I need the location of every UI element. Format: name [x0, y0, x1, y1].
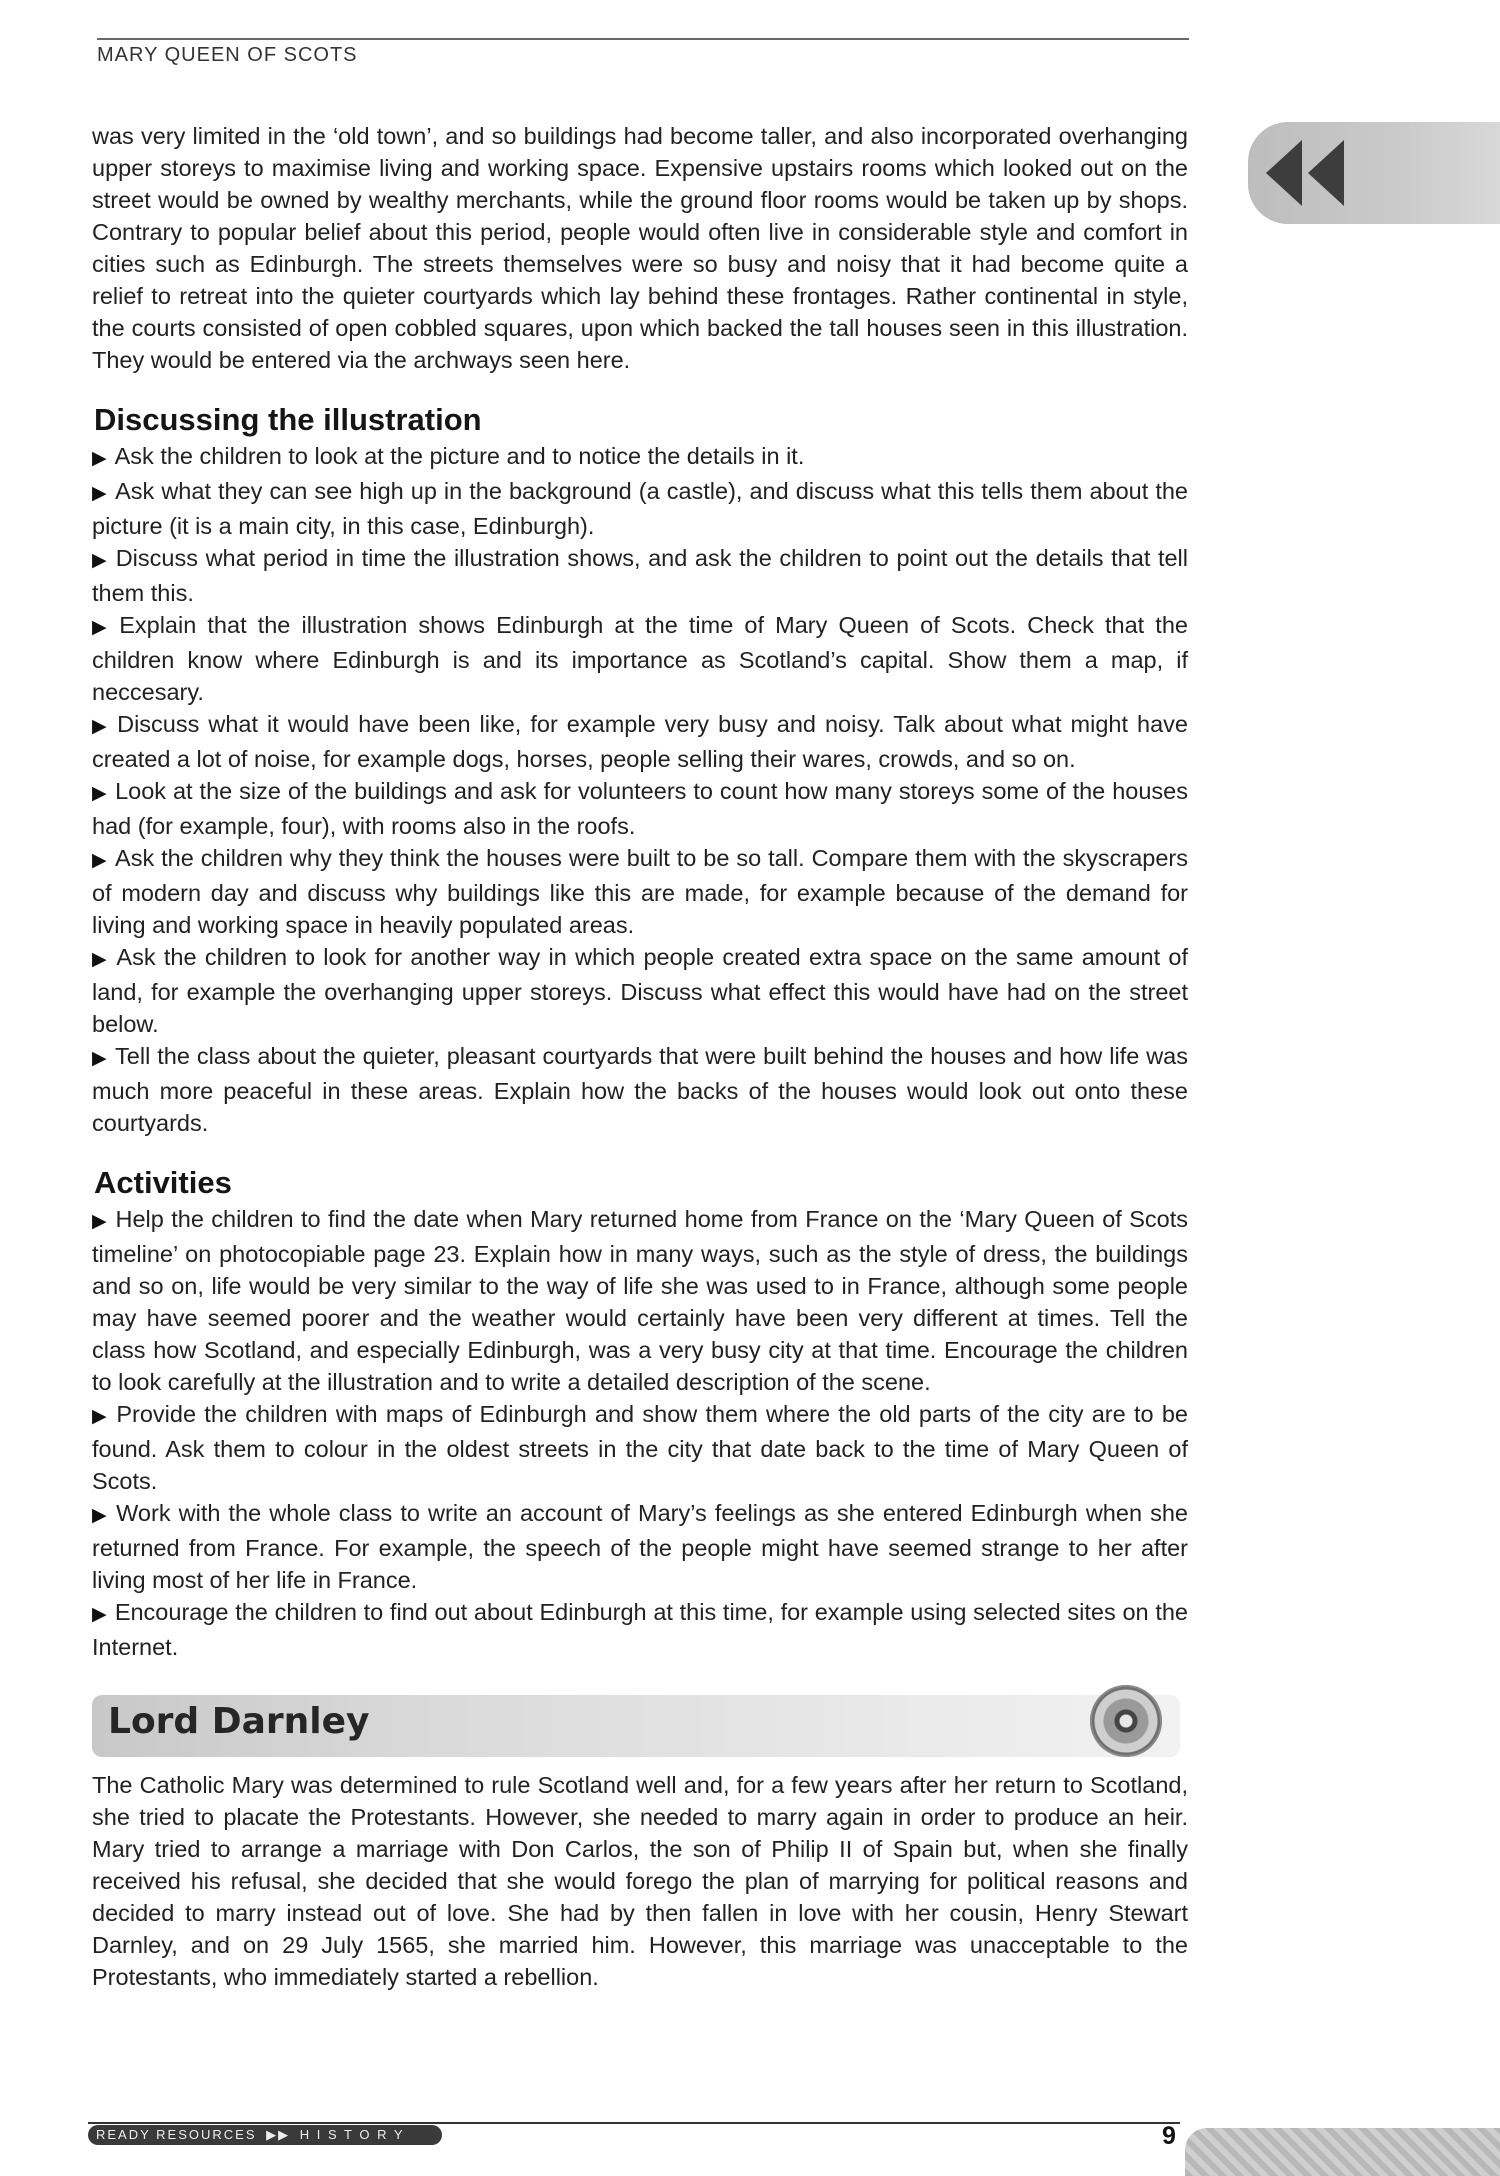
- list-item: ▶ Explain that the illustration shows Edinburgh at the time of Mary Queen of Scots. Check that the children know where Edinburgh is and its importance as Scotland’s capital. Show them a map, if neccesary.: [92, 612, 1188, 705]
- discussing-heading: Discussing the illustration: [94, 402, 482, 437]
- back-navigation-tab[interactable]: [1248, 122, 1500, 224]
- bullet-arrow-icon: ▶: [92, 1505, 109, 1526]
- list-item: ▶ Ask the children to look at the picture and to notice the details in it.: [92, 443, 805, 469]
- intro-paragraph: was very limited in the ‘old town’, and so buildings had become taller, and also incorporated overhanging upper storeys to maximise living and working space. Expensive upstairs rooms which looked out on the street would be owned by wealthy merchants, while the ground floor rooms would be taken up by shops. Contrary to popular belief about this period, people would often live in considerable style and comfort in cities such as Edinburgh. The streets themselves were so busy and noisy that it had become quite a relief to retreat into the quieter courtyards which lay behind these frontages. Rather continental in style, the courts consisted of open cobbled squares, upon which backed the tall houses seen in this illustration. They would be entered via the archways seen here.: [92, 123, 1188, 373]
- list-item: ▶ Ask the children why they think the houses were built to be so tall. Compare them with the skyscrapers of modern day and discuss why buildings like this are made, for example because of the demand for living and working space in heavily populated areas.: [92, 845, 1188, 938]
- list-item: ▶ Ask the children to look for another way in which people created extra space on the same amount of land, for example the overhanging upper storeys. Discuss what effect this would have had on the street below.: [92, 944, 1188, 1037]
- fast-forward-icon: ▶▶: [266, 2127, 291, 2142]
- bullet-arrow-icon: ▶: [92, 1406, 109, 1427]
- list-item: ▶ Look at the size of the buildings and ask for volunteers to count how many storeys some of the houses had (for example, four), with rooms also in the roofs.: [92, 778, 1188, 839]
- list-item: ▶ Help the children to find the date when Mary returned home from France on the ‘Mary Queen of Scots timeline’ on photocopiable page 23. Explain how in many ways, such as the style of dress, the buildings and so on, life would be very similar to the way of life she was used to in France, although some people may have seemed poorer and the weather would certainly have been very different at times. Tell the class how Scotland, and especially Edinburgh, was a very busy city at that time. Encourage the children to look carefully at the illustration and to write a detailed description of the scene.: [92, 1206, 1188, 1395]
- page-number: 9: [1162, 2122, 1176, 2150]
- lord-darnley-paragraph: The Catholic Mary was determined to rule Scotland well and, for a few years after her return to Scotland, she tried to placate the Protestants. However, she needed to marry again in order to produce an heir. Mary tried to arrange a marriage with Don Carlos, the son of Philip II of Spain but, when she finally received his refusal, she decided that she would forego the plan of marrying for political reasons and decided to marry instead out of love. She had by then fallen in love with her cousin, Henry Stewart Darnley, and on 29 July 1565, she married him. However, this marriage was unacceptable to the Protestants, who immediately started a rebellion.: [92, 1772, 1188, 1990]
- bullet-arrow-icon: ▶: [92, 949, 109, 970]
- bullet-arrow-icon: ▶: [92, 1048, 108, 1069]
- running-header: [97, 38, 1189, 67]
- bullet-arrow-icon: ▶: [92, 1604, 107, 1625]
- bullet-arrow-icon: ▶: [92, 483, 108, 504]
- list-item: ▶ Discuss what it would have been like, for example very busy and noisy. Talk about what might have created a lot of noise, for example dogs, horses, people selling their wares, crowds, and so on.: [92, 711, 1188, 772]
- list-item: ▶ Provide the children with maps of Edinburgh and show them where the old parts of the city are to be found. Ask them to colour in the oldest streets in the city that date back to the time of Mary Queen of Scots.: [92, 1401, 1188, 1494]
- footer-subject: H I S T O R Y: [299, 2127, 405, 2142]
- bullet-arrow-icon: ▶: [92, 617, 112, 638]
- double-left-arrow-icon: [1262, 136, 1352, 210]
- bullet-arrow-icon: ▶: [92, 448, 107, 469]
- list-item: ▶ Discuss what period in time the illustration shows, and ask the children to point out the details that tell them this.: [92, 545, 1188, 606]
- list-item: ▶ Encourage the children to find out about Edinburgh at this time, for example using selected sites on the Internet.: [92, 1599, 1188, 1660]
- discussing-list: [92, 440, 1188, 1139]
- footer-decoration: [1185, 2128, 1500, 2176]
- list-item: ▶ Tell the class about the quieter, pleasant courtyards that were built behind the houses and how life was much more peaceful in these areas. Explain how the backs of the houses would look out onto these courtyards.: [92, 1043, 1188, 1136]
- bullet-arrow-icon: ▶: [92, 783, 108, 804]
- footer-rule: [88, 2122, 1180, 2124]
- bullet-arrow-icon: ▶: [92, 716, 110, 737]
- bullet-arrow-icon: ▶: [92, 550, 108, 571]
- lord-darnley-title: Lord Darnley: [108, 1701, 370, 1742]
- footer-series-label: [88, 2125, 442, 2145]
- activities-heading: Activities: [94, 1165, 232, 1200]
- cd-disc-icon[interactable]: [1090, 1685, 1162, 1757]
- bullet-arrow-icon: ▶: [92, 1211, 108, 1232]
- page-content: [92, 120, 1188, 1993]
- list-item: ▶ Work with the whole class to write an account of Mary’s feelings as she entered Edinburgh when she returned from France. For example, the speech of the people might have seemed strange to her after living most of her life in France.: [92, 1500, 1188, 1593]
- bullet-arrow-icon: ▶: [92, 850, 108, 871]
- list-item: ▶ Ask what they can see high up in the background (a castle), and discuss what this tells them about the picture (it is a main city, in this case, Edinburgh).: [92, 478, 1188, 539]
- footer-series: READY RESOURCES: [96, 2127, 257, 2142]
- running-title: MARY QUEEN OF SCOTS: [97, 44, 358, 66]
- lord-darnley-banner: [92, 1695, 1180, 1757]
- activities-list: [92, 1203, 1188, 1663]
